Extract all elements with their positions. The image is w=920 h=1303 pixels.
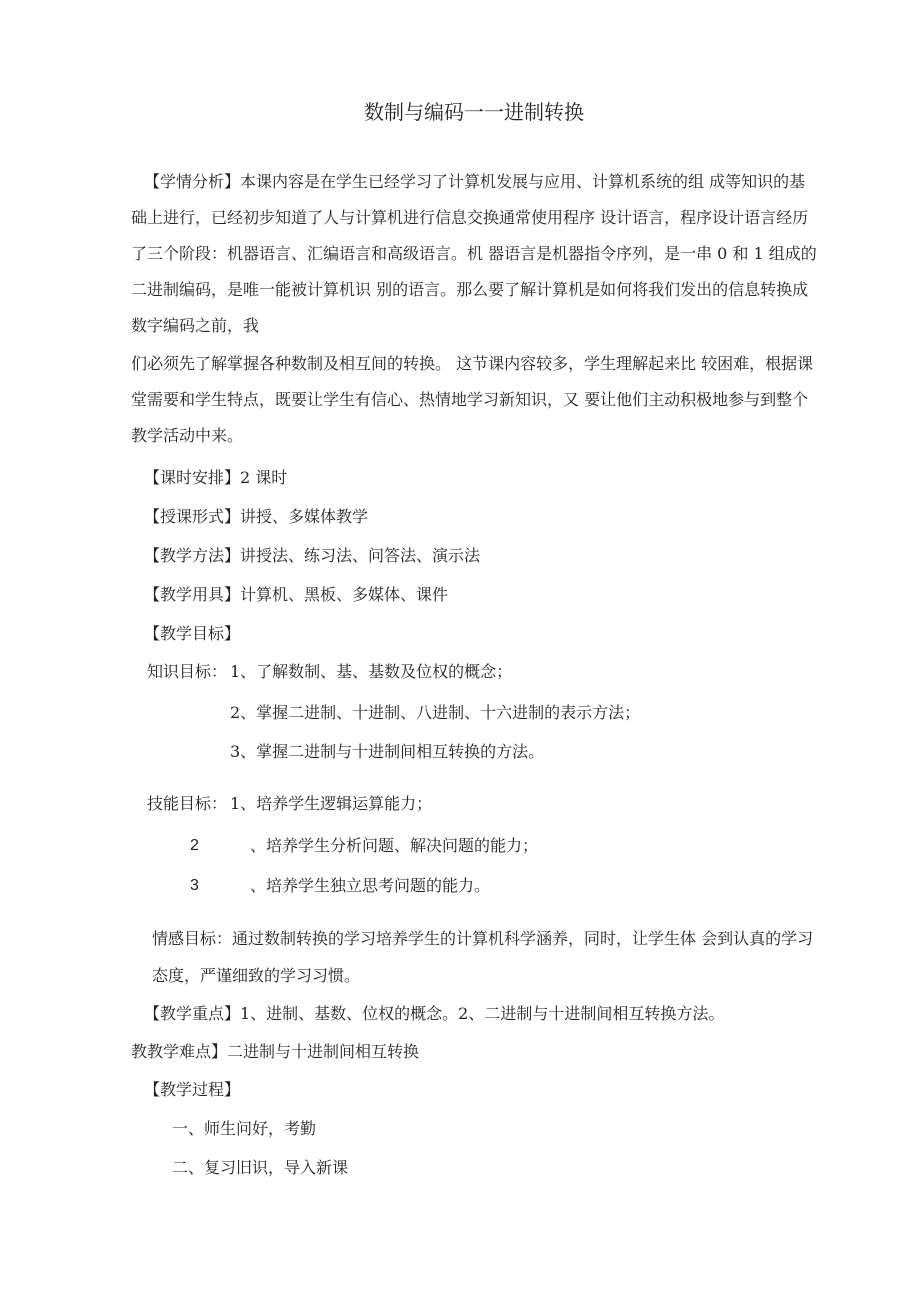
knowledge-goal-2: 2、掌握二进制、十进制、八进制、十六进制的表示方法； (230, 703, 641, 722)
analysis-line-3: 了三个阶段：机器语言、汇编语言和高级语言。机 器语言是机器指令序列，是一串 0 和 1 组成的 (131, 244, 817, 263)
teaching-tools: 【教学用具】计算机、黑板、多媒体、课件 (144, 585, 449, 604)
class-hours: 【课时安排】2 课时 (144, 468, 288, 487)
analysis-line-8: 教学活动中来。 (131, 426, 244, 445)
page-title: 数制与编码一一进制转换 (364, 100, 584, 124)
knowledge-goal-1: 1、了解数制、基、基数及位权的概念； (230, 662, 513, 681)
process-heading: 【教学过程】 (144, 1080, 241, 1099)
analysis-line-5: 数字编码之前，我 (131, 316, 260, 335)
goals-heading: 【教学目标】 (144, 624, 241, 643)
skill-goal-3-text: 、培养学生独立思考问题的能力。 (250, 876, 491, 895)
teaching-format: 【授课形式】讲授、多媒体教学 (144, 507, 369, 526)
key-points: 【教学重点】1、进制、基数、位权的概念。2、二进制与十进制间相互转换方法。 (144, 1004, 725, 1023)
skill-goal-2-number: 2 (190, 837, 199, 854)
process-step-1: 一、师生问好，考勤 (172, 1119, 317, 1138)
knowledge-goals-label: 知识目标： (147, 662, 228, 681)
analysis-line-4: 二进制编码，是唯一能被计算机识 别的语言。那么要了解计算机是如何将我们发出的信息转换成 (131, 280, 809, 299)
skill-goal-1: 1、培养学生逻辑运算能力； (230, 794, 433, 813)
skill-goal-3-number: 3 (190, 877, 199, 894)
process-step-2: 二、复习旧识，导入新课 (172, 1158, 349, 1177)
knowledge-goal-3: 3、掌握二进制与十进制间相互转换的方法。 (230, 742, 545, 761)
analysis-line-1: 【学情分析】本课内容是在学生已经学习了计算机发展与应用、计算机系统的组 成等知识的基 (144, 172, 806, 191)
skill-goal-2-text: 、培养学生分析问题、解决问题的能力； (250, 836, 539, 855)
emotion-goal-line-1: 情感目标：通过数制转换的学习培养学生的计算机科学涵养，同时，让学生体 会到认真的学习 (152, 929, 814, 948)
analysis-line-7: 堂需要和学生特点，既要让学生有信心、热情地学习新知识，又 要让他们主动积极地参与到整个 (131, 390, 809, 409)
emotion-goal-line-2: 态度，严谨细致的学习习惯。 (152, 966, 361, 985)
difficult-points: 教教学难点】二进制与十进制间相互转换 (131, 1042, 420, 1061)
analysis-line-6: 们必须先了解掌握各种数制及相互间的转换。 这节课内容较多，学生理解起来比 较困难，根据课 (131, 354, 814, 373)
skill-goals-label: 技能目标： (147, 794, 228, 813)
teaching-methods: 【教学方法】讲授法、练习法、问答法、演示法 (144, 546, 481, 565)
analysis-line-2: 础上进行，已经初步知道了人与计算机进行信息交换通常使用程序 设计语言，程序设计语言经历 (131, 208, 809, 227)
